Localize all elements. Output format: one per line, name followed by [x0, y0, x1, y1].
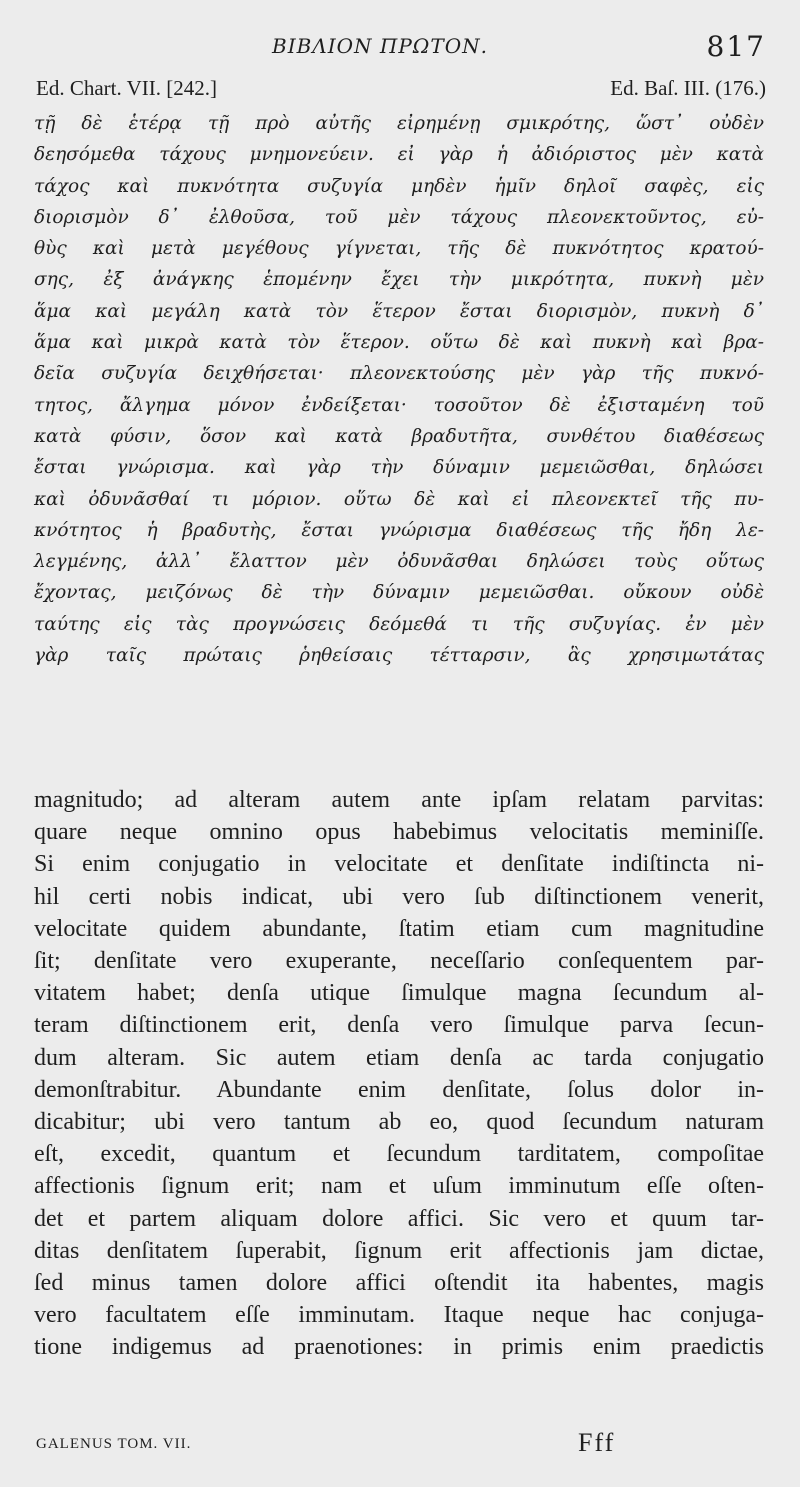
latin-text-line: ſit; denſitate vero exuperante, neceſſario conſequentem par- [34, 948, 764, 975]
edition-basel-reference: Ed. Baſ. III. (176.) [610, 76, 766, 100]
greek-text-line: τῇ δὲ ἑτέρᾳ τῇ πρὸ αὐτῆς εἰρημένῃ σμικρότης, ὥστ᾽ οὐδὲν [34, 113, 764, 134]
greek-text-line: κατὰ φύσιν, ὅσον καὶ κατὰ βραδυτῆτα, συνθέτου διαθέσεως [34, 425, 764, 447]
greek-text-line: δεῖα συζυγία δειχθήσεται· πλεονεκτούσης μὲν γὰρ τῆς πυκνό- [34, 363, 764, 385]
latin-text-line: hil certi nobis indicat, ubi vero ſub diſtinctionem venerit, [34, 883, 764, 910]
book-title: ΒΙΒΛΙΟΝ ΠΡΩΤΟΝ. [272, 34, 488, 58]
page-footer [0, 1428, 800, 1468]
greek-text-line: διορισμὸν δ᾽ ἐλθοῦσα, τοῦ μὲν τάχους πλεονεκτοῦντος, εὐ- [34, 206, 764, 228]
latin-text-line: dicabitur; ubi vero tantum ab eo, quod ſecundum naturam [34, 1109, 764, 1136]
greek-text-line: γὰρ ταῖς πρώταις ῥηθείσαις τέτταρσιν, ἃς χρησιμωτάτας [34, 645, 764, 667]
printer-signature: Fff [578, 1428, 616, 1457]
latin-text-line: tione indigemus ad praenotiones: in primis enim praedictis [34, 1334, 764, 1361]
greek-text-line: θὺς καὶ μετὰ μεγέθους γίγνεται, τῆς δὲ πυκνότητος κρατού- [34, 238, 764, 260]
greek-text-line: λεγμένης, ἀλλ᾽ ἔλαττον μὲν ὀδυνᾶσθαι δηλώσει τοὺς οὕτως [34, 551, 764, 573]
latin-text-block [34, 784, 764, 1364]
volume-note: GALENUS TOM. VII. [36, 1436, 192, 1452]
greek-text-line: καὶ ὀδυνᾶσθαί τι μόριον. οὕτω δὲ καὶ εἰ πλεονεκτεῖ τῆς πυ- [34, 488, 764, 510]
latin-text-line: ſed minus tamen dolore affici oſtendit ita habentes, magis [34, 1270, 764, 1297]
latin-text-line: dum alteram. Sic autem etiam denſa ac tarda conjugatio [34, 1044, 764, 1071]
latin-text-line: Si enim conjugatio in velocitate et denſitate indiſtincta ni- [34, 851, 764, 878]
running-head [0, 26, 800, 66]
latin-text-line: vitatem habet; denſa utique ſimulque magna ſecundum al- [34, 980, 764, 1007]
edition-chart-reference: Ed. Chart. VII. [242.] [36, 76, 217, 100]
greek-text-block [34, 108, 764, 671]
latin-text-line: det et partem aliquam dolore affici. Sic vero et quum tar- [34, 1205, 764, 1232]
page-number: 817 [706, 30, 766, 63]
latin-text-line: ditas denſitatem ſuperabit, ſignum erit affectionis jam dictae, [34, 1237, 764, 1264]
greek-text-line: ταύτης εἰς τὰς προγνώσεις δεόμεθά τι τῆς συζυγίας. ἐν μὲν [34, 613, 764, 635]
edition-references [0, 76, 800, 106]
latin-text-line: teram diſtinctionem erit, denſa vero ſimulque parva ſecun- [34, 1012, 764, 1039]
latin-text-line: quare neque omnino opus habebimus velocitatis meminiſſe. [34, 819, 764, 846]
greek-text-line: κνότητος ἡ βραδυτὴς, ἔσται γνώρισμα διαθέσεως τῆς ἤδη λε- [34, 519, 764, 541]
greek-text-line: σης, ἐξ ἀνάγκης ἑπομένην ἔχει τὴν μικρότητα, πυκνὴ μὲν [34, 269, 764, 291]
latin-text-line: demonſtrabitur. Abundante enim denſitate, ſolus dolor in- [34, 1076, 764, 1103]
greek-text-line: τητος, ἄλγημα μόνον ἐνδείξεται· τοσοῦτον δὲ ἐξισταμένη τοῦ [34, 394, 764, 416]
latin-text-line: velocitate quidem abundante, ſtatim etiam cum magnitudine [34, 915, 764, 942]
greek-text-line: τάχος καὶ πυκνότητα συζυγία μηδὲν ἡμῖν δηλοῖ σαφὲς, εἰς [34, 175, 764, 197]
greek-text-line: ἅμα καὶ μεγάλη κατὰ τὸν ἕτερον ἔσται διορισμὸν, πυκνὴ δ᾽ [34, 300, 764, 322]
latin-text-line: magnitudo; ad alteram autem ante ipſam relatam parvitas: [34, 787, 764, 813]
greek-text-line: δεησόμεθα τάχους μνημονεύειν. εἰ γὰρ ἡ ἀδιόριστος μὲν κατὰ [34, 144, 764, 166]
latin-text-line: affectionis ſignum erit; nam et uſum imminutum eſſe oſten- [34, 1173, 764, 1200]
greek-text-line: ἔσται γνώρισμα. καὶ γὰρ τὴν δύναμιν μεμειῶσθαι, δηλώσει [34, 457, 764, 479]
greek-text-line: ἔχοντας, μειζόνως δὲ τὴν δύναμιν μεμειῶσθαι. οὔκουν οὐδὲ [34, 582, 764, 604]
greek-text-line: ἅμα καὶ μικρὰ κατὰ τὸν ἕτερον. οὕτω δὲ καὶ πυκνὴ καὶ βρα- [34, 332, 764, 354]
latin-text-line: vero facultatem eſſe imminutam. Itaque neque hac conjuga- [34, 1302, 764, 1329]
latin-text-line: eſt, excedit, quantum et ſecundum tarditatem, compoſitae [34, 1141, 764, 1168]
